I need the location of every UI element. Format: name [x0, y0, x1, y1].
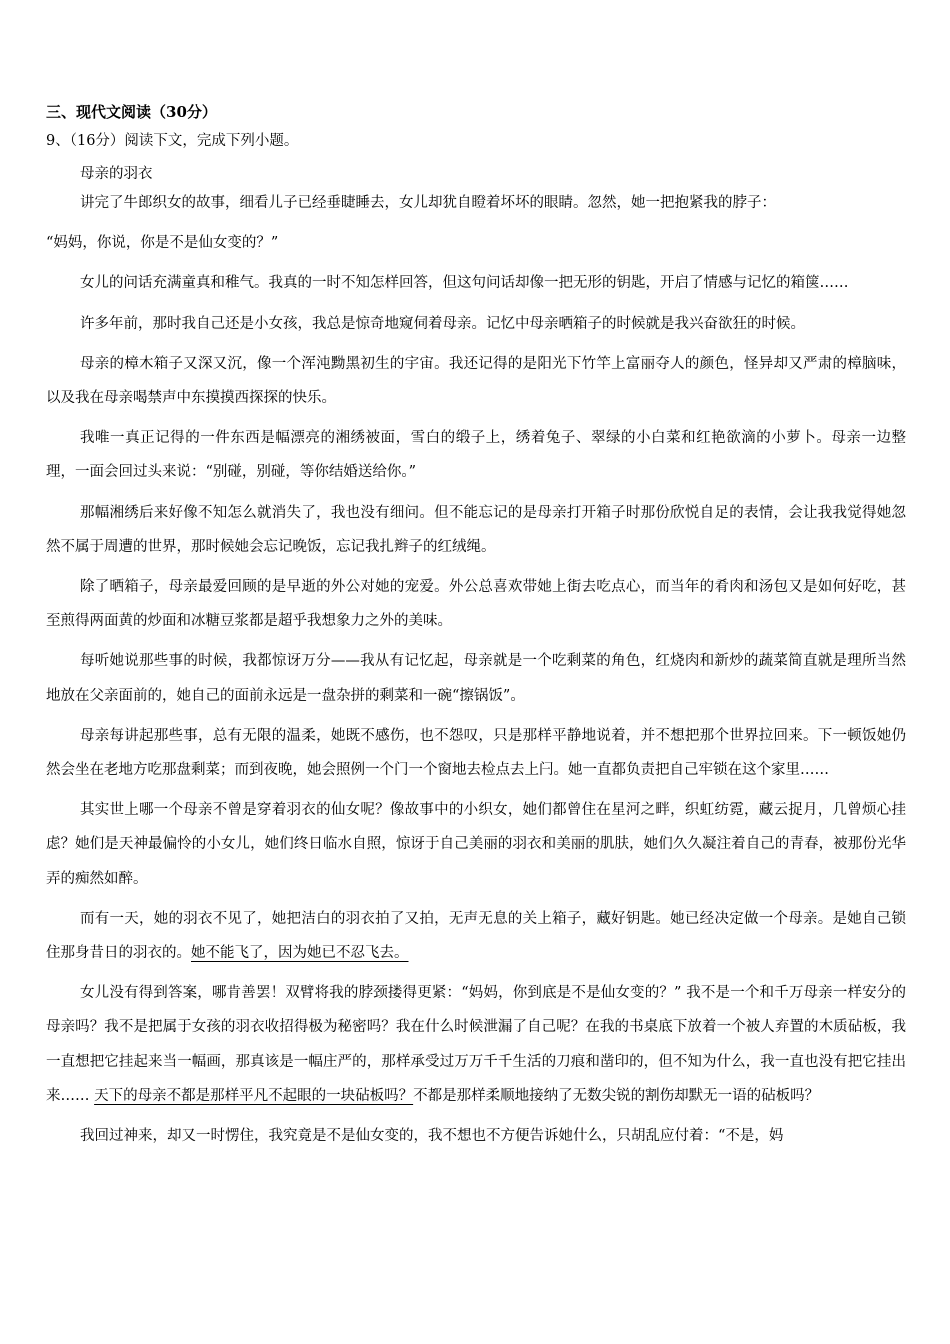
paragraph-7: 那幅湘绣后来好像不知怎么就消失了，我也没有细问。但不能忘记的是母亲打开箱子时那份欣悦自足的表情，会让我我觉得她忽然不属于周遭的世界，那时候她会忘记晚饭，忘记我扎辫子的红绒绳。 — [46, 504, 906, 555]
paragraph-12 — [46, 902, 906, 970]
paragraph-13-tail: 不都是那样柔顺地接纳了无数尖锐的割伤却默无一语的砧板吗？ — [413, 1087, 820, 1104]
section-title: 三、现代文阅读（30分） — [46, 103, 217, 121]
underlined-sentence-1: 她不能飞了，因为她已不忍飞去。 — [191, 945, 409, 962]
paragraph-13-text: 女儿没有得到答案，哪肯善罢！双臂将我的脖颈搂得更紧：“妈妈，你到底是不是仙女变的？” 我不是一个和千万母亲一样安分的母亲吗？我不是把属于女孩的羽衣收招得极为秘密吗？我在什么时候泄漏了自己呢？在我的书桌底下放着一个被人弃置的木质砧板，我一直想把它挂起来当一幅画，那真该是一幅庄严的，那样承受过万万千千生活的刀痕和凿印的，但不知为什么，我一直也没有把它挂出来…… — [46, 985, 906, 1104]
paragraph-2: “妈妈，你说，你是不是仙女变的？” — [46, 235, 279, 252]
article-body — [46, 186, 906, 1159]
paragraph-4: 许多年前，那时我自己还是小女孩，我总是惊奇地窥伺着母亲。记忆中母亲晒箱子的时候就是我兴奋欲狂的时候。 — [80, 315, 805, 332]
article-title: 母亲的羽衣 — [80, 166, 153, 182]
paragraph-11: 其实世上哪一个母亲不曾是穿着羽衣的仙女呢？像故事中的小织女，她们都曾住在星河之畔，织虹纺霓，藏云捉月，几曾烦心挂虑？她们是天神最偏怜的小女儿，她们终日临水自照，惊讶于自己美丽的羽衣和美丽的肌肤，她们久久凝注着自己的青春，被那份光华弄的痴然如醉。 — [46, 802, 906, 887]
paragraph-12-text: 而有一天，她的羽衣不见了，她把洁白的羽衣拍了又拍，无声无息的关上箱子，藏好钥匙。她已经决定做一个母亲。是她自己锁住那身昔日的羽衣的。 — [46, 910, 906, 962]
paragraph-3: 女儿的问话充满童真和稚气。我真的一时不知怎样回答，但这句问话却像一把无形的钥匙，开启了情感与记忆的箱箧…… — [80, 275, 849, 292]
paragraph-8: 除了晒箱子，母亲最爱回顾的是早逝的外公对她的宠爱。外公总喜欢带她上街去吃点心，而当年的肴肉和汤包又是如何好吃，甚至煎得两面黄的炒面和冰糖豆浆都是超乎我想象力之外的美味。 — [46, 579, 906, 630]
question-prompt: 9、（16分）阅读下文，完成下列小题。 — [46, 133, 299, 149]
paragraph-9: 每听她说那些事的时候，我都惊讶万分——我从有记忆起，母亲就是一个吃剩菜的角色，红烧肉和新炒的蔬菜简直就是理所当然地放在父亲面前的，她自己的面前永远是一盘杂拼的剩菜和一碗“擦锅饭”。 — [46, 653, 906, 704]
paragraph-14: 我回过神来，却又一时愣住，我究竟是不是仙女变的，我不想也不方便告诉她什么，只胡乱应付着：“不是，妈 — [80, 1128, 784, 1145]
paragraph-13 — [46, 976, 906, 1113]
paragraph-10: 母亲每讲起那些事，总有无限的温柔，她既不感伤，也不怨叹，只是那样平静地说着，并不想把那个世界拉回来。下一顿饭她仍然会坐在老地方吃那盘剩菜；而到夜晚，她会照例一个门一个窗地去检点去上闩。她一直都负责把自己牢锁在这个家里…… — [46, 727, 906, 779]
paragraph-5: 母亲的樟木箱子又深又沉，像一个浑沌黝黑初生的宇宙。我还记得的是阳光下竹竿上富丽夺人的颜色，怪异却又严肃的樟脑味，以及我在母亲喝禁声中东摸摸西探探的快乐。 — [46, 355, 906, 407]
underlined-sentence-2: 天下的母亲不都是那样平凡不起眼的一块砧板吗？ — [94, 1087, 414, 1104]
paragraph-6: 我唯一真正记得的一件东西是幅漂亮的湘绣被面，雪白的缎子上，绣着兔子、翠绿的小白菜和红艳欲滴的小萝卜。母亲一边整理，一面会回过头来说：“别碰，别碰，等你结婚送给你。” — [46, 430, 906, 481]
paragraph-1: 讲完了牛郎织女的故事，细看儿子已经垂睫睡去，女儿却犹自瞪着坏坏的眼睛。忽然，她一把抱紧我的脖子： — [80, 195, 776, 211]
